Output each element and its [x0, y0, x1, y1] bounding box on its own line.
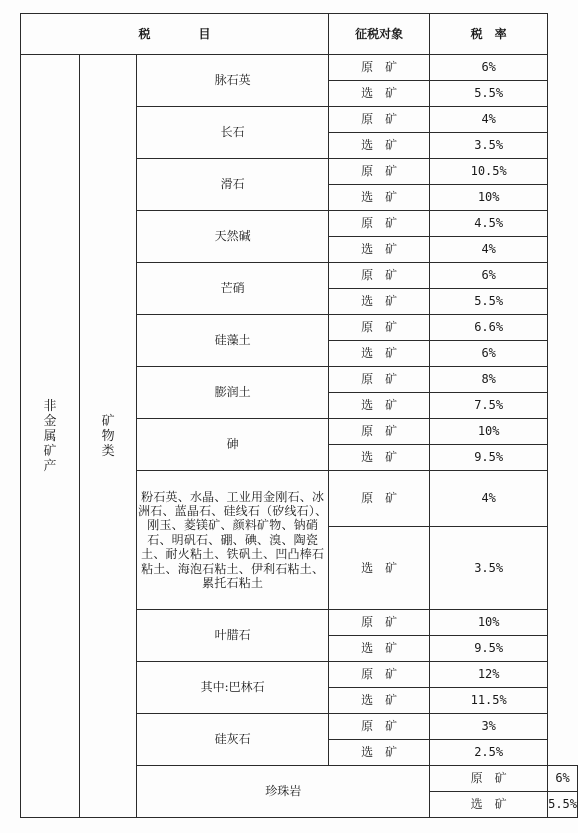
mineral-name: 天然碱 [137, 211, 329, 263]
mineral-name: 长石 [137, 107, 329, 159]
tax-object: 原 矿 [329, 419, 430, 445]
mineral-name: 滑石 [137, 159, 329, 211]
tax-rate: 6% [430, 55, 548, 81]
tax-object: 选 矿 [329, 636, 430, 662]
tax-object: 选 矿 [329, 527, 430, 610]
mineral-name: 膨润土 [137, 367, 329, 419]
tax-rate: 10.5% [430, 159, 548, 185]
tax-rate: 5.5% [548, 792, 578, 818]
tax-rate: 11.5% [430, 688, 548, 714]
tax-object: 选 矿 [329, 740, 430, 766]
tax-rate: 6% [430, 263, 548, 289]
mineral-list: 粉石英、水晶、工业用金刚石、冰洲石、蓝晶石、硅线石（矽线石）、刚玉、菱镁矿、颜料矿物、钠硝石、明矾石、硼、碘、溴、陶瓷土、耐火粘土、铁矾土、凹凸棒石粘土、海泡石粘土、伊利石粘土、累托石粘土 [137, 471, 329, 610]
tax-object: 选 矿 [329, 688, 430, 714]
mineral-name: 芒硝 [137, 263, 329, 315]
tax-rate: 9.5% [430, 445, 548, 471]
tax-rate: 4.5% [430, 211, 548, 237]
tax-object: 选 矿 [430, 792, 548, 818]
tax-rate: 6.6% [430, 315, 548, 341]
subcategory-cell [80, 55, 137, 818]
mineral-name: 叶腊石 [137, 610, 329, 662]
subcategory-label: 矿物类 [101, 413, 115, 459]
category-cell [21, 55, 80, 818]
mineral-name: 其中:巴林石 [137, 662, 329, 714]
header-tax-rate: 税 率 [430, 14, 548, 55]
category-label: 非金属矿产 [43, 398, 57, 474]
tax-rate: 3.5% [430, 133, 548, 159]
tax-rate: 4% [430, 471, 548, 527]
mineral-name: 硅灰石 [137, 714, 329, 766]
tax-rate: 9.5% [430, 636, 548, 662]
mineral-name: 脉石英 [137, 55, 329, 107]
tax-object: 原 矿 [329, 55, 430, 81]
tax-rate: 8% [430, 367, 548, 393]
tax-object: 选 矿 [329, 237, 430, 263]
tax-object: 选 矿 [329, 289, 430, 315]
tax-object: 原 矿 [329, 662, 430, 688]
tax-rate: 5.5% [430, 289, 548, 315]
tax-object: 原 矿 [329, 315, 430, 341]
tax-rate: 10% [430, 610, 548, 636]
tax-rate: 6% [430, 341, 548, 367]
tax-rate: 3.5% [430, 527, 548, 610]
table-header-row [21, 14, 578, 55]
tax-rate: 10% [430, 185, 548, 211]
tax-object: 原 矿 [329, 107, 430, 133]
tax-rate: 3% [430, 714, 548, 740]
tax-rate: 12% [430, 662, 548, 688]
tax-object: 原 矿 [329, 714, 430, 740]
tax-rate-table [20, 13, 578, 818]
mineral-name: 砷 [137, 419, 329, 471]
tax-object: 选 矿 [329, 445, 430, 471]
tax-rate: 10% [430, 419, 548, 445]
tax-object: 原 矿 [329, 471, 430, 527]
tax-object: 原 矿 [329, 263, 430, 289]
tax-object: 选 矿 [329, 81, 430, 107]
header-tax-item: 税 目 [21, 14, 329, 55]
tax-rate: 6% [548, 766, 578, 792]
tax-object: 选 矿 [329, 185, 430, 211]
mineral-name: 硅藻土 [137, 315, 329, 367]
tax-object: 原 矿 [430, 766, 548, 792]
table-row [21, 55, 578, 81]
header-tax-object: 征税对象 [329, 14, 430, 55]
tax-object: 原 矿 [329, 367, 430, 393]
tax-object: 选 矿 [329, 393, 430, 419]
tax-object: 选 矿 [329, 341, 430, 367]
tax-object: 原 矿 [329, 610, 430, 636]
tax-object: 原 矿 [329, 159, 430, 185]
tax-object: 选 矿 [329, 133, 430, 159]
tax-rate: 5.5% [430, 81, 548, 107]
mineral-name: 珍珠岩 [137, 766, 430, 818]
tax-object: 原 矿 [329, 211, 430, 237]
tax-rate: 4% [430, 237, 548, 263]
tax-rate: 4% [430, 107, 548, 133]
tax-rate: 7.5% [430, 393, 548, 419]
tax-rate: 2.5% [430, 740, 548, 766]
